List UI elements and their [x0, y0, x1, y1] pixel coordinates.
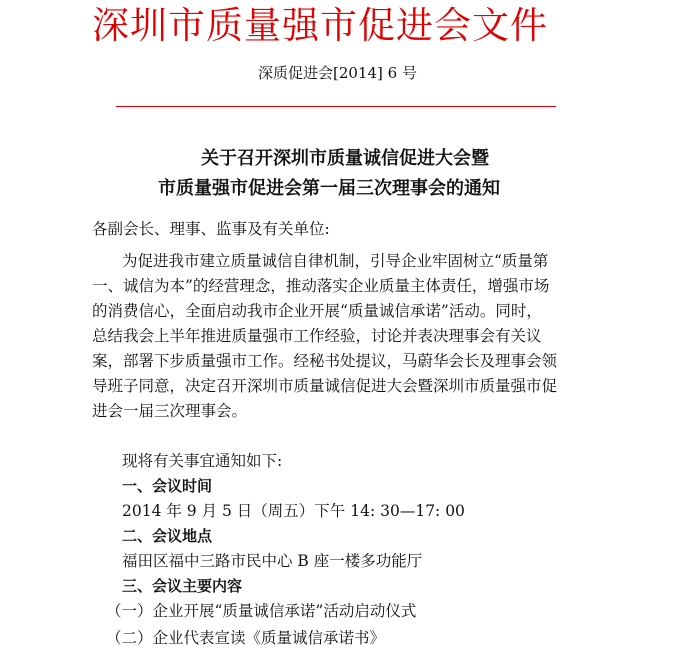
meeting-location-value: 福田区福中三路市民中心 B 座一楼多功能厅 — [122, 552, 423, 570]
notice-title-line-1: 关于召开深圳市质量诚信促进大会暨 — [201, 148, 489, 169]
section-heading-time: 一、会议时间 — [122, 477, 213, 495]
notice-intro: 现将有关事宜通知如下: — [122, 452, 283, 470]
salutation: 各副会长、理事、监事及有关单位: — [92, 220, 330, 238]
notice-title-line-2: 市质量强市促进会第一届三次理事会的通知 — [158, 178, 500, 199]
paragraph-line: 进会一届三次理事会。 — [92, 402, 248, 420]
paragraph-line: 一、诚信为本”的经营理念，推动落实企业质量主体责任，增强市场 — [92, 277, 550, 295]
document-number: 深质促进会[2014] 6 号 — [258, 64, 417, 82]
agenda-item: （一）企业开展“质量诚信承诺”活动启动仪式 — [106, 602, 417, 620]
paragraph-line: 为促进我市建立质量诚信自律机制，引导企业牢固树立“质量第 — [122, 252, 549, 270]
paragraph-line: 总结我会上半年推进质量强市工作经验，讨论并表决理事会有关议 — [92, 327, 542, 345]
section-heading-location: 二、会议地点 — [122, 527, 213, 545]
header-divider — [116, 106, 556, 107]
paragraph-line: 案，部署下步质量强市工作。经秘书处提议，马蔚华会长及理事会领 — [92, 352, 558, 370]
meeting-time-value: 2014 年 9 月 5 日（周五）下午 14: 30—17: 00 — [122, 502, 465, 520]
section-heading-agenda: 三、会议主要内容 — [122, 577, 243, 595]
paragraph-line: 的消费信心，全面启动我市企业开展“质量诚信承诺”活动。同时， — [92, 302, 542, 320]
org-header-title: 深圳市质量强市促进会文件 — [92, 4, 548, 47]
paragraph-line: 导班子同意，决定召开深圳市质量诚信促进大会暨深圳市质量强市促 — [92, 377, 558, 395]
agenda-item: （二）企业代表宣读《质量诚信承诺书》 — [106, 629, 386, 647]
